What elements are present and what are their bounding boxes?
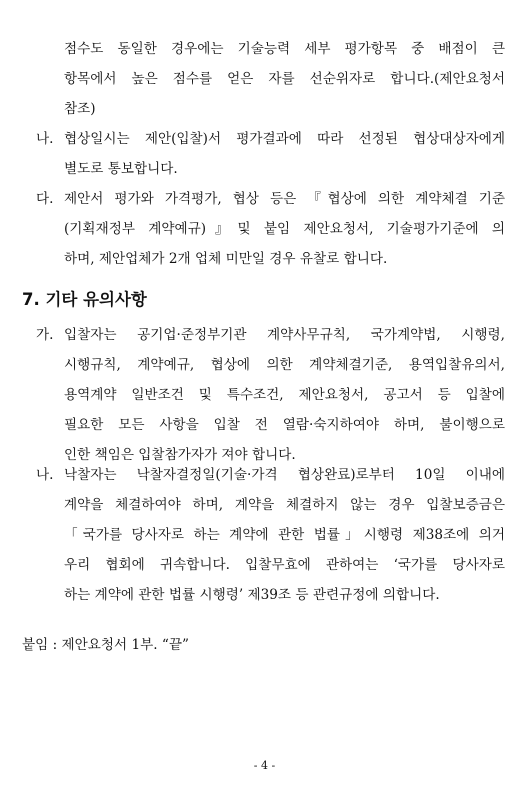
text-line: 제안서 평가와 가격평가, 협상 등은 『협상에 의한 계약체결 기준 xyxy=(64,191,505,207)
text-line: 참조) xyxy=(64,101,96,117)
paragraph-bidder-rules xyxy=(64,320,505,470)
text-line: 항목에서 높은 점수를 얻은 자를 선순위자로 합니다.(제안요청서 xyxy=(64,71,505,87)
page-number: - 4 - xyxy=(253,759,276,772)
text-line: 협상일시는 제안(입찰)서 평가결과에 따라 선정된 협상대상자에게 xyxy=(64,131,505,147)
text-line: 별도로 통보합니다. xyxy=(64,161,178,177)
attachment-note: 붙임 : 제안요청서 1부. “끝” xyxy=(22,637,189,653)
text-line: 점수도 동일한 경우에는 기술능력 세부 평가항목 중 배점이 큰 xyxy=(64,41,505,57)
item-marker: 나. xyxy=(36,467,54,483)
item-marker: 다. xyxy=(36,191,54,207)
text-line: 입찰자는 공기업·준정부기관 계약사무규칙, 국가계약법, 시행령, xyxy=(64,327,505,343)
text-line: 시행규칙, 계약예규, 협상에 의한 계약체결기준, 용역입찰유의서, xyxy=(64,357,505,373)
text-line: 필요한 모든 사항을 입찰 전 열람·숙지하여야 하며, 불이행으로 xyxy=(64,417,505,433)
section-heading: 7. 기타 유의사항 xyxy=(22,290,147,309)
text-line: 우리 협회에 귀속합니다. 입찰무효에 관하여는 ‘국가를 당사자로 xyxy=(64,557,505,573)
text-line: 하며, 제안업체가 2개 업체 미만일 경우 유찰로 합니다. xyxy=(64,251,388,267)
paragraph-continuation xyxy=(64,34,505,124)
paragraph-winning-bidder xyxy=(64,460,505,610)
paragraph-evaluation xyxy=(64,184,505,274)
text-line: 하는 계약에 관한 법률 시행령’ 제39조 등 관련규정에 의합니다. xyxy=(64,587,440,603)
text-line: 계약을 체결하여야 하며, 계약을 체결하지 않는 경우 입찰보증금은 xyxy=(64,497,505,513)
item-marker: 나. xyxy=(36,131,54,147)
text-line: 용역계약 일반조건 및 특수조건, 제안요청서, 공고서 등 입찰에 xyxy=(64,387,505,403)
text-line: (기획재정부 계약예규)』및 붙임 제안요청서, 기술평가기준에 의 xyxy=(64,221,505,237)
paragraph-negotiation-date xyxy=(64,124,505,184)
item-marker: 가. xyxy=(36,327,54,343)
text-line: 인한 책임은 입찰참가자가 져야 합니다. xyxy=(64,447,296,463)
text-line: 「국가를 당사자로 하는 계약에 관한 법률」시행령 제38조에 의거 xyxy=(64,527,505,543)
text-line: 낙찰자는 낙찰자결정일(기술·가격 협상완료)로부터 10일 이내에 xyxy=(64,467,505,483)
